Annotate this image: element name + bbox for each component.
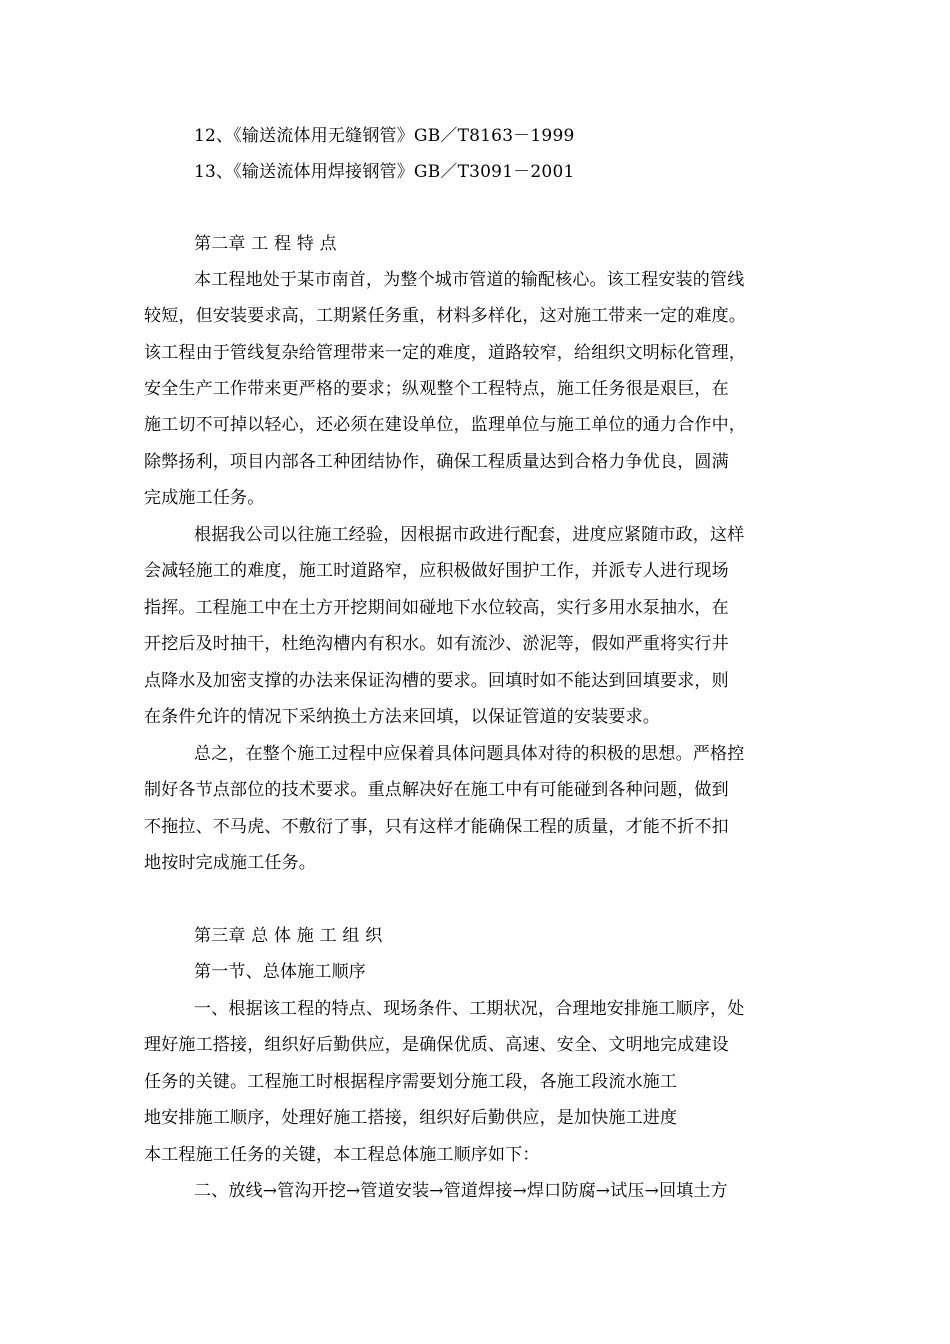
chapter-2-paragraph-3-line: 总之，在整个施工过程中应保着具体问题具体对待的积极的思想。严格控 — [194, 744, 745, 764]
chapter-2-paragraph-2-line: 指挥。工程施工中在土方开挖期间如碰地下水位较高，实行多用水泵抽水，在 — [144, 598, 729, 618]
chapter-2-paragraph-1-line: 较短，但安装要求高，工期紧任务重，材料多样化，这对施工带来一定的难度。 — [144, 306, 746, 326]
chapter-2-paragraph-2-line: 根据我公司以往施工经验，因根据市政进行配套，进度应紧随市政，这样 — [194, 525, 745, 545]
chapter-3-paragraph-1-line — [144, 1106, 748, 1130]
chapter-2-paragraph-1-line: 施工切不可掉以轻心，还必须在建设单位，监理单位与施工单位的通力合作中， — [144, 415, 746, 435]
reference-item-13: 13、《输送流体用焊接钢管》GB／T3091－2001 — [194, 162, 575, 182]
chapter-2-paragraph-1-line: 完成施工任务。 — [144, 488, 265, 508]
chapter-2-paragraph-2-line: 点降水及加密支撑的办法来保证沟槽的要求。回填时如不能达到回填要求，则 — [144, 671, 729, 691]
chapter-2-paragraph-3-line: 不拖拉、不马虎、不敷衍了事，只有这样才能确保工程的质量，才能不折不扣 — [144, 817, 729, 837]
chapter-2-paragraph-1-line: 该工程由于管线复杂给管理带来一定的难度，道路较窄，给组织文明标化管理， — [144, 343, 746, 363]
chapter-2-paragraph-1-line: 安全生产工作带来更严格的要求；纵观整个工程特点，施工任务很是艰巨，在 — [144, 379, 729, 399]
chapter-2-paragraph-1-line: 本工程地处于某市南首，为整个城市管道的输配核心。该工程安装的管线 — [194, 270, 745, 290]
clipped-text: 地安排施工顺序，处理好施工搭接，组织好后勤供应，是加快施工进度 — [144, 1108, 678, 1128]
clipped-text: 理好施工搭接，组织好后勤供应，是确保优质、高速、安全、文明地完成建设 — [144, 1035, 729, 1055]
section-heading: 第一节、总体施工顺序 — [194, 962, 366, 982]
chapter-2-paragraph-3-line: 地按时完成施工任务。 — [144, 853, 316, 873]
chapter-2-paragraph-3-line: 制好各节点部位的技术要求。重点解决好在施工中有可能碰到各种问题，做到 — [144, 780, 729, 800]
chapter-3-paragraph-2-line: 二、放线→管沟开挖→管道安装→管道焊接→焊口防腐→试压→回填土方 — [194, 1181, 728, 1201]
chapter-3-paragraph-1-line — [144, 1033, 812, 1057]
chapter-2-paragraph-2-line: 在条件允许的情况下采纳换土方法来回填，以保证管道的安装要求。 — [144, 707, 660, 727]
chapter-2-paragraph-2-line: 开挖后及时抽干，杜绝沟槽内有积水。如有流沙、淤泥等，假如严重将实行井 — [144, 634, 729, 654]
reference-item-12: 12、《输送流体用无缝钢管》GB／T8163－1999 — [194, 126, 575, 146]
chapter-3-paragraph-1-line: 本工程施工任务的关键，本工程总体施工顺序如下： — [144, 1145, 540, 1165]
chapter-3-paragraph-1-line — [144, 1070, 748, 1094]
clipped-text: 任务的关键。工程施工时根据程序需要划分施工段，各施工段流水施工 — [144, 1072, 678, 1092]
chapter-2-paragraph-1-line: 除弊扬利，项目内部各工种团结协作，确保工程质量达到合格力争优良，圆满 — [144, 452, 729, 472]
chapter-2-paragraph-2-line: 会减轻施工的难度，施工时道路窄，应积极做好围护工作，并派专人进行现场 — [144, 561, 729, 581]
chapter-2-heading: 第二章 工 程 特 点 — [194, 234, 337, 254]
chapter-3-heading: 第三章 总 体 施 工 组 织 — [194, 926, 383, 946]
chapter-3-paragraph-1-line: 一、根据该工程的特点、现场条件、工期状况，合理地安排施工顺序，处 — [194, 999, 745, 1019]
